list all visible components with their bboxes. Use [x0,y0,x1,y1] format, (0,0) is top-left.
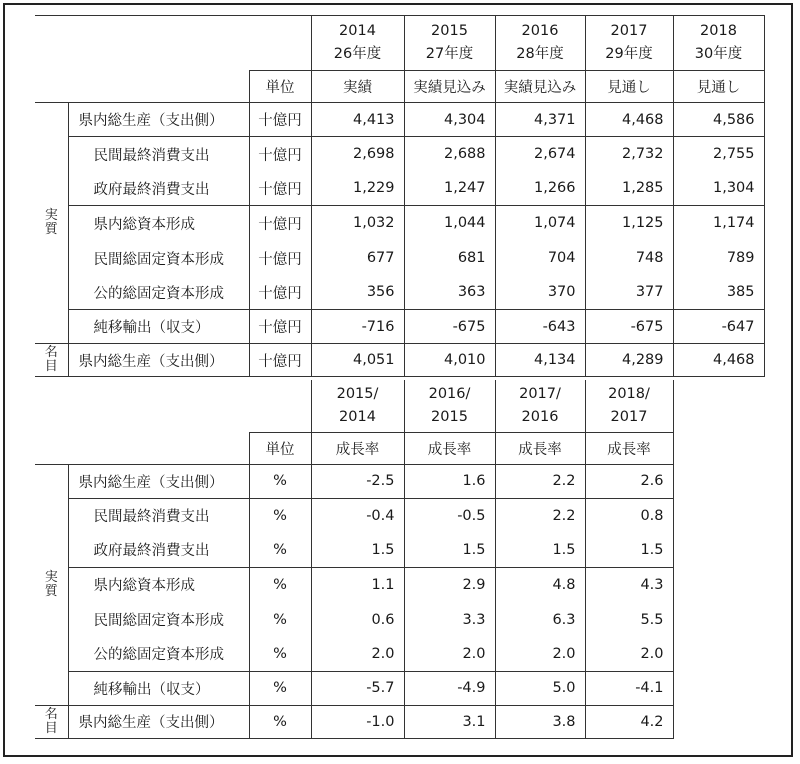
period-line2: 2017 [610,408,648,425]
value-cell: 6.3 [495,602,585,637]
value-cell: 1,266 [495,172,585,206]
row-label: 政府最終消費支出 [68,172,249,206]
value-cell: 2.0 [585,637,673,671]
gdp-value-table [35,15,765,377]
value-cell: 677 [311,241,404,276]
value-cell: 2,755 [673,137,764,172]
table-row [35,637,673,671]
value-cell: 789 [673,241,764,276]
value-cell: 363 [404,276,495,310]
period-header [404,380,495,432]
value-cell: 5.0 [495,671,585,705]
value-cell: 1.5 [404,533,495,567]
status-header: 実績見込み [404,71,495,103]
period-line1: 2018/ [608,385,650,402]
row-unit: % [249,705,311,738]
header-blank-unit [249,16,311,71]
side-label-text: 名目 [44,706,58,736]
period-line1: 2015/ [336,385,379,402]
value-cell: 2.0 [404,637,495,671]
status-header: 実績見込み [495,71,585,103]
value-cell: 2.0 [311,637,404,671]
row-unit: % [249,464,311,498]
value-cell: 1,174 [673,206,764,241]
value-cell: -5.7 [311,671,404,705]
value-cell: 748 [585,241,673,276]
period-header [495,380,585,432]
value-cell: 4.3 [585,567,673,602]
row-unit: % [249,533,311,567]
value-cell: 2.2 [495,498,585,533]
row-unit: % [249,498,311,533]
table-row [35,103,764,137]
table-row [35,310,764,344]
value-cell: 4,371 [495,103,585,137]
value-cell: 4.2 [585,705,673,738]
value-cell: 2,698 [311,137,404,172]
year-header-row [35,16,764,71]
period-line2: 2016 [521,408,559,425]
row-label: 政府最終消費支出 [68,533,249,567]
year-western: 2015 [431,23,468,39]
row-label: 純移輸出（収支） [68,671,249,705]
row-label: 県内総生産（支出側） [68,344,249,377]
row-unit: 十億円 [249,172,311,206]
year-western: 2018 [700,23,737,39]
row-unit: % [249,671,311,705]
year-japanese: 29年度 [605,46,653,62]
row-label: 公的総固定資本形成 [68,637,249,671]
year-japanese: 30年度 [694,46,743,62]
value-cell: 1,032 [311,206,404,241]
row-unit: 十億円 [249,276,311,310]
value-cell: 2.0 [495,637,585,671]
value-cell: 385 [673,276,764,310]
row-unit: 十億円 [249,103,311,137]
year-2018-header [673,16,764,71]
table-row [35,276,764,310]
table-row [35,172,764,206]
value-cell: 681 [404,241,495,276]
status-header: 成長率 [585,432,673,464]
status-header-row [35,432,673,464]
value-cell: -4.1 [585,671,673,705]
value-cell: 1.1 [311,567,404,602]
value-cell: 4,413 [311,103,404,137]
unit-header: 単位 [249,432,311,464]
value-cell: 1,285 [585,172,673,206]
year-western: 2016 [521,23,559,39]
row-unit: 十億円 [249,241,311,276]
row-label: 県内総資本形成 [68,206,249,241]
table-row [35,344,764,377]
value-cell: 4,468 [585,103,673,137]
period-line1: 2017/ [519,385,561,402]
year-2017-header [585,16,673,71]
status-header: 実績 [311,71,404,103]
value-cell: 2.2 [495,464,585,498]
row-label: 県内総生産（支出側） [68,103,249,137]
status-header-row [35,71,764,103]
value-cell: 0.8 [585,498,673,533]
side-label-text: 名目 [44,345,58,374]
value-cell: -1.0 [311,705,404,738]
side-label-text: 実質 [44,208,58,237]
side-label-text: 実質 [44,569,58,599]
value-cell: -675 [585,310,673,344]
value-cell: 4,051 [311,344,404,377]
header-blank [35,432,249,464]
status-header: 成長率 [404,432,495,464]
value-cell: 1,247 [404,172,495,206]
value-cell: 1,044 [404,206,495,241]
row-label: 県内総生産（支出側） [68,705,249,738]
value-cell: 5.5 [585,602,673,637]
year-japanese: 27年度 [425,46,474,62]
row-label: 民間最終消費支出 [68,137,249,172]
period-line1: 2016/ [428,385,471,402]
value-cell: 2,688 [404,137,495,172]
period-line2: 2014 [339,408,376,425]
value-cell: 4.8 [495,567,585,602]
value-cell: 1,229 [311,172,404,206]
period-header-row [35,380,673,432]
value-cell: 3.8 [495,705,585,738]
table-row [35,567,673,602]
value-cell: 4,468 [673,344,764,377]
value-cell: 4,289 [585,344,673,377]
period-header [585,380,673,432]
year-western: 2014 [339,23,376,39]
row-label: 県内総資本形成 [68,567,249,602]
value-cell: 1,304 [673,172,764,206]
row-unit: 十億円 [249,344,311,377]
table-row [35,206,764,241]
period-line2: 2015 [431,408,468,425]
value-cell: 2.9 [404,567,495,602]
value-cell: 1,125 [585,206,673,241]
value-cell: -4.9 [404,671,495,705]
year-western: 2017 [610,23,648,39]
value-cell: 3.3 [404,602,495,637]
value-cell: 2,674 [495,137,585,172]
year-japanese: 26年度 [333,46,382,62]
value-cell: 370 [495,276,585,310]
value-cell: 377 [585,276,673,310]
table-row [35,137,764,172]
row-unit: 十億円 [249,206,311,241]
year-2015-header [404,16,495,71]
value-cell: -2.5 [311,464,404,498]
value-cell: 2,732 [585,137,673,172]
row-label: 民間最終消費支出 [68,498,249,533]
status-header: 見通し [673,71,764,103]
year-2014-header [311,16,404,71]
table-row [35,705,673,738]
side-label-nominal [35,705,68,738]
row-label: 県内総生産（支出側） [68,464,249,498]
value-cell: 1.5 [311,533,404,567]
value-cell: 4,304 [404,103,495,137]
row-unit: 十億円 [249,310,311,344]
table-row [35,464,673,498]
side-label-real [35,464,68,705]
row-label: 民間総固定資本形成 [68,602,249,637]
row-label: 公的総固定資本形成 [68,276,249,310]
status-header: 見通し [585,71,673,103]
year-japanese: 28年度 [516,46,564,62]
value-cell: -643 [495,310,585,344]
year-2016-header [495,16,585,71]
value-cell: -675 [404,310,495,344]
table-row [35,602,673,637]
table-row [35,533,673,567]
value-cell: -647 [673,310,764,344]
value-cell: 1.5 [585,533,673,567]
value-cell: 4,586 [673,103,764,137]
header-blank [35,71,249,103]
table-row [35,241,764,276]
value-cell: 1.6 [404,464,495,498]
status-header: 成長率 [311,432,404,464]
row-label: 純移輸出（収支） [68,310,249,344]
value-cell: 1,074 [495,206,585,241]
value-cell: 1.5 [495,533,585,567]
value-cell: 0.6 [311,602,404,637]
value-cell: -0.5 [404,498,495,533]
header-blank-unit [249,380,311,432]
side-label-real [35,103,68,344]
unit-header: 単位 [249,71,311,103]
row-unit: % [249,567,311,602]
table-row [35,498,673,533]
side-label-nominal [35,344,68,377]
row-unit: % [249,602,311,637]
table-row [35,671,673,705]
growth-rate-table [35,380,674,739]
value-cell: -0.4 [311,498,404,533]
header-blank [35,16,249,71]
value-cell: -716 [311,310,404,344]
header-blank [35,380,249,432]
row-label: 民間総固定資本形成 [68,241,249,276]
value-cell: 356 [311,276,404,310]
status-header: 成長率 [495,432,585,464]
period-header [311,380,404,432]
value-cell: 704 [495,241,585,276]
value-cell: 4,010 [404,344,495,377]
value-cell: 2.6 [585,464,673,498]
value-cell: 3.1 [404,705,495,738]
row-unit: % [249,637,311,671]
row-unit: 十億円 [249,137,311,172]
value-cell: 4,134 [495,344,585,377]
